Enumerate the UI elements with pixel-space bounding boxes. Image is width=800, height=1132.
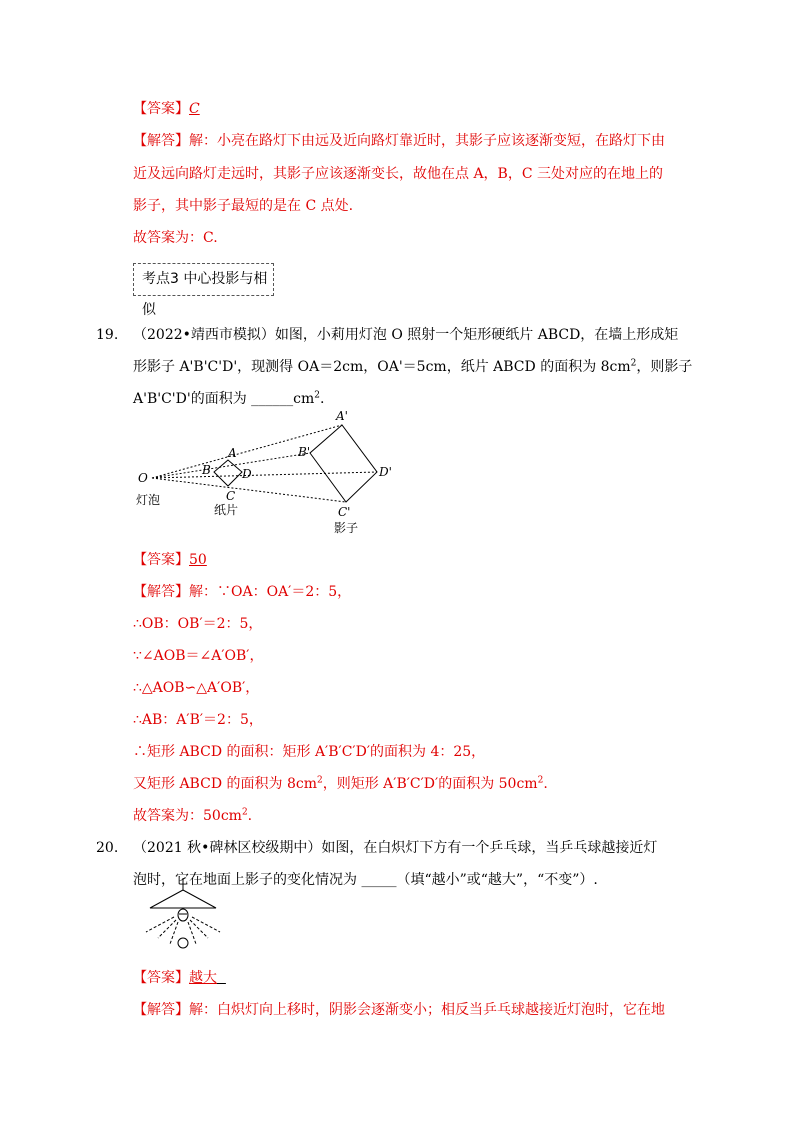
label-card: 纸片 <box>214 503 239 517</box>
q20-solution-line <box>133 1000 665 1020</box>
small-rectangle <box>214 460 242 486</box>
ping-pong-ball <box>178 938 188 948</box>
label-C: C <box>226 489 236 503</box>
q19-answer-line <box>133 550 207 570</box>
q19-stem-line: （2022•靖西市模拟）如图，小莉用灯泡 O 照射一个矩形硬纸片 ABCD，在墙上形成矩 <box>133 327 679 343</box>
jieda-tag: 【解答】 <box>133 1002 189 1018</box>
q20-answer-line <box>133 968 226 988</box>
q19-solution-line <box>133 806 252 826</box>
label-C-prime: C' <box>338 505 351 519</box>
q19-solution-line: ∴△AOB∽△A′OB′， <box>133 680 260 696</box>
ray-line <box>152 472 377 478</box>
lamp-shade <box>150 890 216 908</box>
solution-text: 解：白炽灯向上移时，阴影会逐渐变小；相反当乒乓球越接近灯泡时，它在地 <box>189 1002 665 1018</box>
solution-text: 解：∵OA：OA′＝2：5， <box>189 584 352 600</box>
jieda-tag: 【解答】 <box>133 133 189 149</box>
question-number: 20. <box>96 840 119 856</box>
solution-text: 解：小亮在路灯下由远及近向路灯靠近时，其影子应该逐渐变短，在路灯下由 <box>189 133 665 149</box>
q19-solution-line: ∵∠AOB＝∠A′OB′， <box>133 648 264 664</box>
q19-stem-line <box>133 357 692 377</box>
q18-solution-line <box>133 131 665 151</box>
label-D: D <box>242 467 252 481</box>
stem-text: ，则影子 <box>636 359 693 375</box>
label-shadow: 影子 <box>334 521 359 535</box>
superscript: 2 <box>630 358 637 369</box>
superscript: 2 <box>537 775 544 786</box>
q20-stem-line: （2021 秋•碑林区校级期中）如图，在白炽灯下方有一个乒乓球，当乒乓球越接近灯 <box>133 840 658 856</box>
stem-text: 形影子 A'B'C'D'，现测得 OA＝2cm，OA'＝5cm，纸片 ABCD 的面积为 8cm <box>133 359 631 375</box>
answer-tag: 【答案】 <box>133 552 189 568</box>
superscript: 2 <box>314 390 321 401</box>
bulb-shape <box>178 909 188 921</box>
q19-solution-line <box>133 774 548 794</box>
section-header: 考点3 中心投影与相似 <box>133 263 274 296</box>
superscript: 2 <box>316 775 323 786</box>
q19-solution-line: ∴矩形 ABCD 的面积：矩形 A′B′C′D′的面积为 4：25， <box>133 744 486 760</box>
answer-tag: 【答案】 <box>133 101 189 117</box>
q19-solution-line <box>133 582 351 602</box>
label-A-prime: A' <box>336 409 348 423</box>
large-rectangle <box>310 425 377 502</box>
q18-solution-line: 影子，其中影子最短的是在 C 点处. <box>133 198 354 214</box>
superscript: 2 <box>241 807 248 818</box>
answer-tag: 【答案】 <box>133 970 189 986</box>
stem-text: A'B'C'D'的面积为 ______cm <box>133 391 315 407</box>
answer-value: C <box>189 101 200 117</box>
ray-line <box>152 478 346 502</box>
projection-figure <box>130 408 400 540</box>
solution-text: 又矩形 ABCD 的面积为 8cm <box>133 776 317 792</box>
label-D-prime: D' <box>379 465 392 479</box>
stem-text: . <box>320 391 325 407</box>
solution-text: ，则矩形 A′B′C′D′的面积为 50cm <box>322 776 538 792</box>
solution-text: . <box>247 808 253 824</box>
label-bulb: 灯泡 <box>136 493 161 507</box>
q19-stem-line <box>133 389 324 409</box>
solution-text: . <box>543 776 548 792</box>
q18-solution-line: 故答案为：C. <box>133 230 218 246</box>
label-A: A <box>228 446 237 460</box>
label-O: O <box>138 471 148 485</box>
answer-value: 50 <box>189 552 207 568</box>
label-B-prime: B' <box>298 445 311 459</box>
q18-answer-line <box>133 99 200 119</box>
jieda-tag: 【解答】 <box>133 584 189 600</box>
lamp-figure <box>138 876 228 956</box>
q20-stem-line: 泡时，它在地面上影子的变化情况为 _____（填“越小”或“越大”，“不变”）. <box>133 872 598 888</box>
question-number: 19. <box>96 327 119 343</box>
q19-solution-line: ∴OB：OB′＝2：5， <box>133 616 263 632</box>
q19-solution-line: ∴AB：A′B′＝2：5， <box>133 712 263 728</box>
answer-value: 越大 <box>189 970 217 986</box>
q18-solution-line: 近及远向路灯走远时，其影子应该逐渐变长，故他在点 A，B，C 三处对应的在地上的 <box>133 166 664 182</box>
label-B: B <box>202 463 211 477</box>
solution-text: 故答案为：50cm <box>133 808 242 824</box>
